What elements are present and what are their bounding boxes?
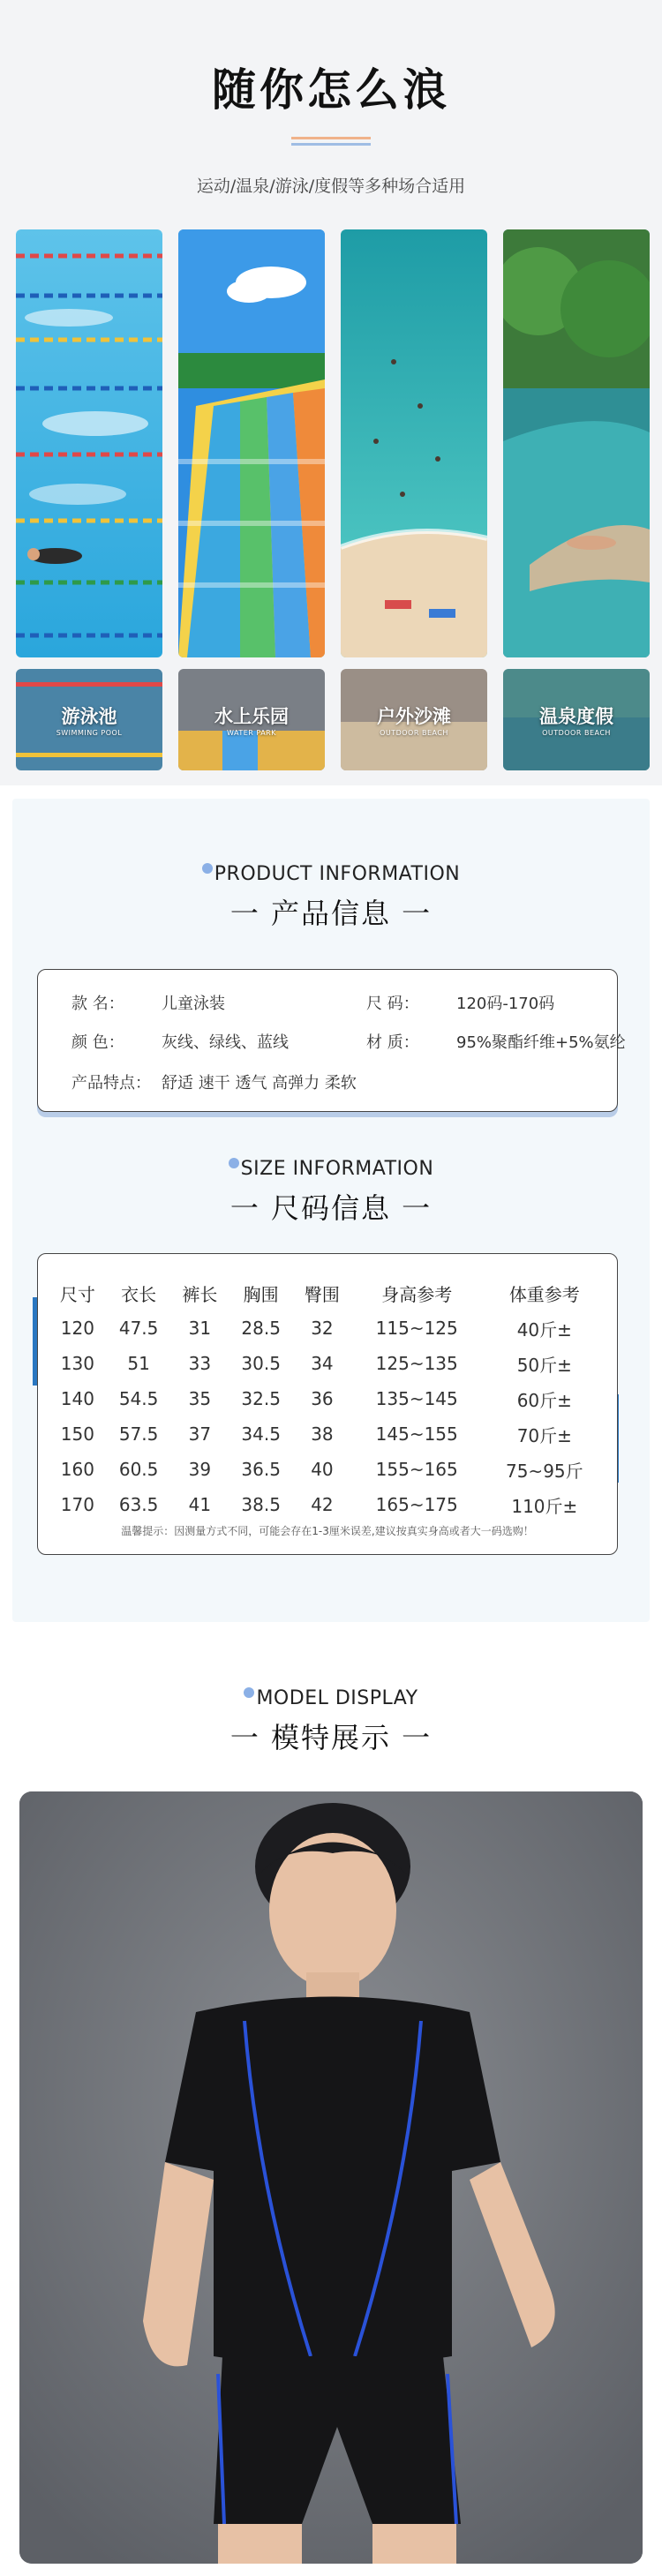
cell: 135~145 [375, 1388, 458, 1409]
style-label: 款 名： [71, 995, 124, 1013]
features-value: 舒适 速干 透气 高弹力 柔软 [162, 1074, 357, 1093]
table-row [49, 1311, 606, 1346]
cell: 30.5 [241, 1353, 281, 1374]
beach-photo [341, 229, 487, 657]
cell: 120 [60, 1318, 94, 1339]
model-display-en-heading: MODEL DISPLAY [0, 1687, 662, 1709]
dot-icon [244, 1687, 254, 1698]
swimming-pool-thumb [16, 669, 162, 770]
header-hip: 臀围 [304, 1283, 340, 1305]
cell: 38.5 [241, 1494, 281, 1515]
scenes-section [0, 0, 662, 785]
model-photo [19, 1791, 643, 2564]
cell: 33 [188, 1353, 212, 1374]
beach-thumb [341, 669, 487, 770]
table-row [49, 1381, 606, 1416]
cell: 165~175 [375, 1494, 458, 1515]
cell: 70斤± [516, 1424, 572, 1446]
header-top-length: 衣长 [121, 1283, 157, 1305]
header-pants-length: 裤长 [182, 1283, 218, 1305]
cell: 35 [188, 1388, 212, 1409]
cell: 31 [188, 1318, 212, 1339]
cell: 32.5 [241, 1388, 281, 1409]
table-row [49, 1346, 606, 1381]
cell: 155~165 [375, 1459, 458, 1480]
cell: 170 [60, 1494, 94, 1515]
title-divider [291, 137, 371, 147]
cell: 38 [311, 1423, 334, 1445]
cell: 34.5 [241, 1423, 281, 1445]
cell: 60.5 [118, 1459, 159, 1480]
size-info-en-heading: SIZE INFORMATION [0, 1158, 662, 1180]
cell: 75~95斤 [505, 1460, 583, 1482]
scene-label: 温泉度假 [539, 706, 613, 727]
cell: 47.5 [118, 1318, 159, 1339]
scene-label: 户外沙滩 [377, 706, 451, 727]
cell: 125~135 [375, 1353, 458, 1374]
scene-sublabel: SWIMMING POOL [56, 729, 123, 737]
model-display-cn-heading: 一 模特展示 一 [229, 1721, 433, 1754]
cell: 32 [311, 1318, 334, 1339]
cell: 115~125 [375, 1318, 458, 1339]
cell: 150 [60, 1423, 94, 1445]
style-value: 儿童泳装 [162, 995, 225, 1013]
scene-sublabel: OUTDOOR BEACH [380, 729, 448, 737]
cell: 60斤± [516, 1389, 572, 1411]
features-label: 产品特点： [71, 1074, 151, 1093]
material-label: 材 质： [366, 1033, 419, 1052]
header-height-ref: 身高参考 [381, 1283, 453, 1305]
cell: 63.5 [118, 1494, 159, 1515]
cell: 36 [311, 1388, 334, 1409]
cell: 50斤± [516, 1354, 572, 1376]
size-tip: 温馨提示：因测量方式不同，可能会存在1-3厘米误差,建议按真实身高或者大一码选购！ [121, 1525, 534, 1537]
cell: 41 [188, 1494, 212, 1515]
table-row [49, 1452, 606, 1487]
hot-spring-thumb [503, 669, 650, 770]
cell: 39 [188, 1459, 212, 1480]
header-size: 尺寸 [59, 1283, 95, 1305]
product-info-en-heading: PRODUCT INFORMATION [0, 863, 662, 885]
cell: 160 [60, 1459, 94, 1480]
cell: 54.5 [118, 1388, 159, 1409]
material-value: 95%聚酯纤维+5%氨纶 [456, 1033, 626, 1052]
cell: 42 [311, 1494, 334, 1515]
cell: 40斤± [516, 1318, 572, 1341]
product-info-cn-heading: 一 产品信息 一 [229, 897, 433, 930]
size-table-header [49, 1275, 606, 1311]
cell: 28.5 [241, 1318, 281, 1339]
size-label: 尺 码： [366, 995, 419, 1013]
table-row [49, 1416, 606, 1452]
water-park-photo [178, 229, 325, 657]
cell: 140 [60, 1388, 94, 1409]
scenes-title: 随你怎么浪 [212, 64, 450, 116]
dot-icon [229, 1158, 239, 1168]
scene-sublabel: OUTDOOR BEACH [542, 729, 611, 737]
cell: 40 [311, 1459, 334, 1480]
cell: 130 [60, 1353, 94, 1374]
scenes-subtitle: 运动/温泉/游泳/度假等多种场合适用 [196, 176, 466, 196]
table-row [49, 1487, 606, 1522]
cell: 145~155 [375, 1423, 458, 1445]
cell: 36.5 [241, 1459, 281, 1480]
color-value: 灰线、绿线、蓝线 [162, 1033, 289, 1052]
size-info-cn-heading: 一 尺码信息 一 [229, 1191, 433, 1225]
cell: 34 [311, 1353, 334, 1374]
cell: 110斤± [511, 1495, 578, 1517]
scene-label: 游泳池 [61, 706, 117, 727]
hot-spring-photo [503, 229, 650, 657]
cell: 57.5 [118, 1423, 159, 1445]
header-weight-ref: 体重参考 [508, 1283, 580, 1305]
cell: 51 [127, 1353, 150, 1374]
water-park-thumb [178, 669, 325, 770]
product-info-box [37, 969, 626, 1112]
scene-label: 水上乐园 [214, 706, 289, 727]
cell: 37 [188, 1423, 212, 1445]
swimming-pool-photo [16, 229, 162, 657]
size-value: 120码-170码 [456, 995, 555, 1013]
dot-icon [202, 863, 213, 874]
size-table [49, 1275, 606, 1522]
scene-sublabel: WATER PARK [227, 729, 276, 737]
size-table-box [37, 1253, 618, 1555]
color-label: 颜 色： [71, 1033, 124, 1052]
header-chest: 胸围 [243, 1283, 279, 1305]
